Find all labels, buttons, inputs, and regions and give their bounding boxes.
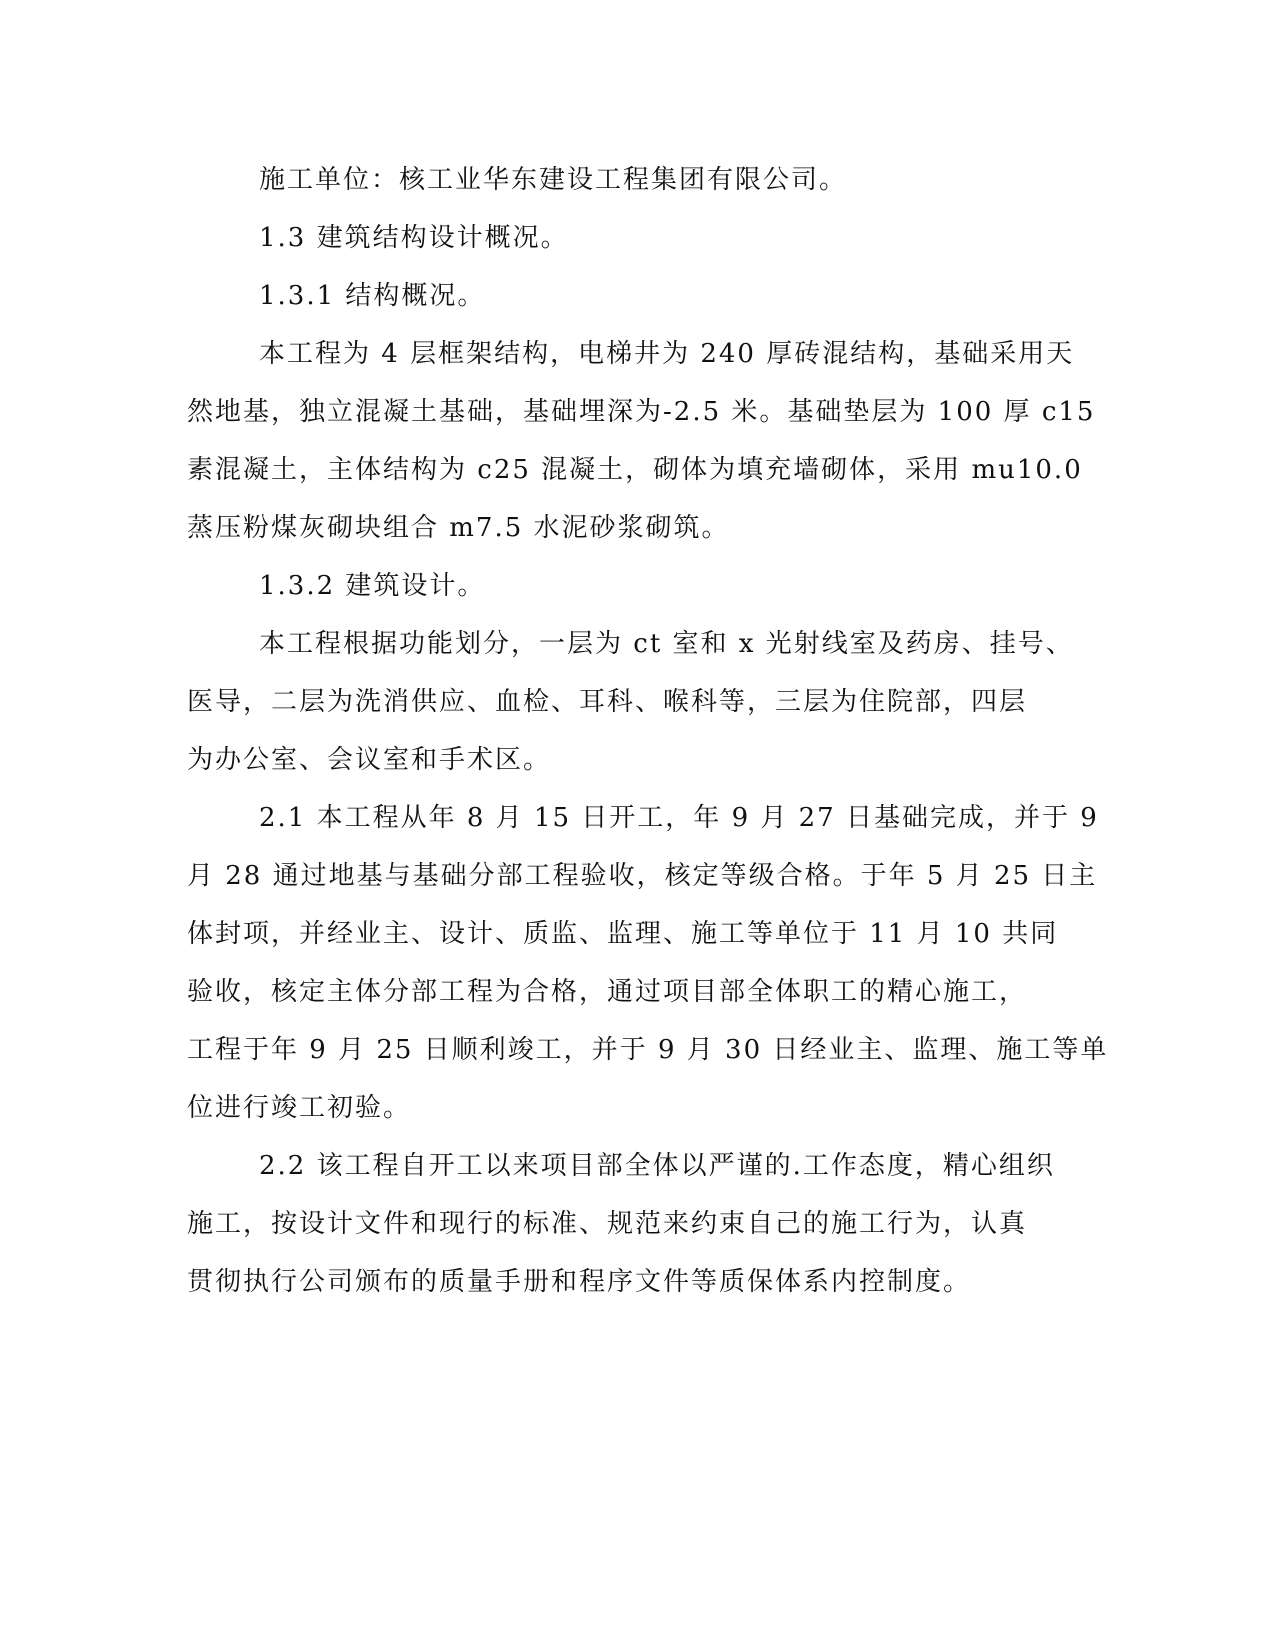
section-1-3-heading: 1.3 建筑结构设计概况。 [259,223,569,253]
section-2-1-line-6: 位进行竣工初验。 [187,1093,412,1123]
structure-paragraph-line-3: 素混凝土，主体结构为 c25 混凝土，砌体为填充墙砌体，采用 mu10.0 [187,455,1083,485]
structure-paragraph-line-4: 蒸压粉煤灰砌块组合 m7.5 水泥砂浆砌筑。 [187,513,730,543]
section-2-1-line-3: 体封项，并经业主、设计、质监、监理、施工等单位于 11 月 10 共同 [187,919,1059,949]
section-1-3-1-heading: 1.3.1 结构概况。 [259,281,486,311]
section-2-1-line-4: 验收，核定主体分部工程为合格，通过项目部全体职工的精心施工， [187,977,1028,1007]
structure-paragraph-line-1: 本工程为 4 层框架结构，电梯井为 240 厚砖混结构，基础采用天 [259,339,1075,369]
section-2-1-line-5: 工程于年 9 月 25 日顺利竣工，并于 9 月 30 日经业主、监理、施工等单 [187,1035,1109,1065]
section-2-2-line-1: 2.2 该工程自开工以来项目部全体以严谨的.工作态度，精心组织 [259,1151,1055,1181]
structure-paragraph-line-2: 然地基，独立混凝土基础，基础埋深为-2.5 米。基础垫层为 100 厚 c15 [187,397,1096,427]
design-paragraph-line-2: 医导，二层为洗消供应、血检、耳科、喉科等，三层为住院部，四层 [187,687,1028,717]
section-1-3-2-heading: 1.3.2 建筑设计。 [259,571,486,601]
section-2-1-line-1: 2.1 本工程从年 8 月 15 日开工，年 9 月 27 日基础完成，并于 9 [259,803,1099,833]
design-paragraph-line-3: 为办公室、会议室和手术区。 [187,745,552,775]
construction-unit-line: 施工单位：核工业华东建设工程集团有限公司。 [259,165,848,195]
section-2-2-line-3: 贯彻执行公司颁布的质量手册和程序文件等质保体系内控制度。 [187,1267,972,1297]
section-2-1-line-2: 月 28 通过地基与基础分部工程验收，核定等级合格。于年 5 月 25 日主 [187,861,1098,891]
section-2-2-line-2: 施工，按设计文件和现行的标准、规范来约束自己的施工行为，认真 [187,1209,1028,1239]
design-paragraph-line-1: 本工程根据功能划分，一层为 ct 室和 x 光射线室及药房、挂号、 [259,629,1074,659]
